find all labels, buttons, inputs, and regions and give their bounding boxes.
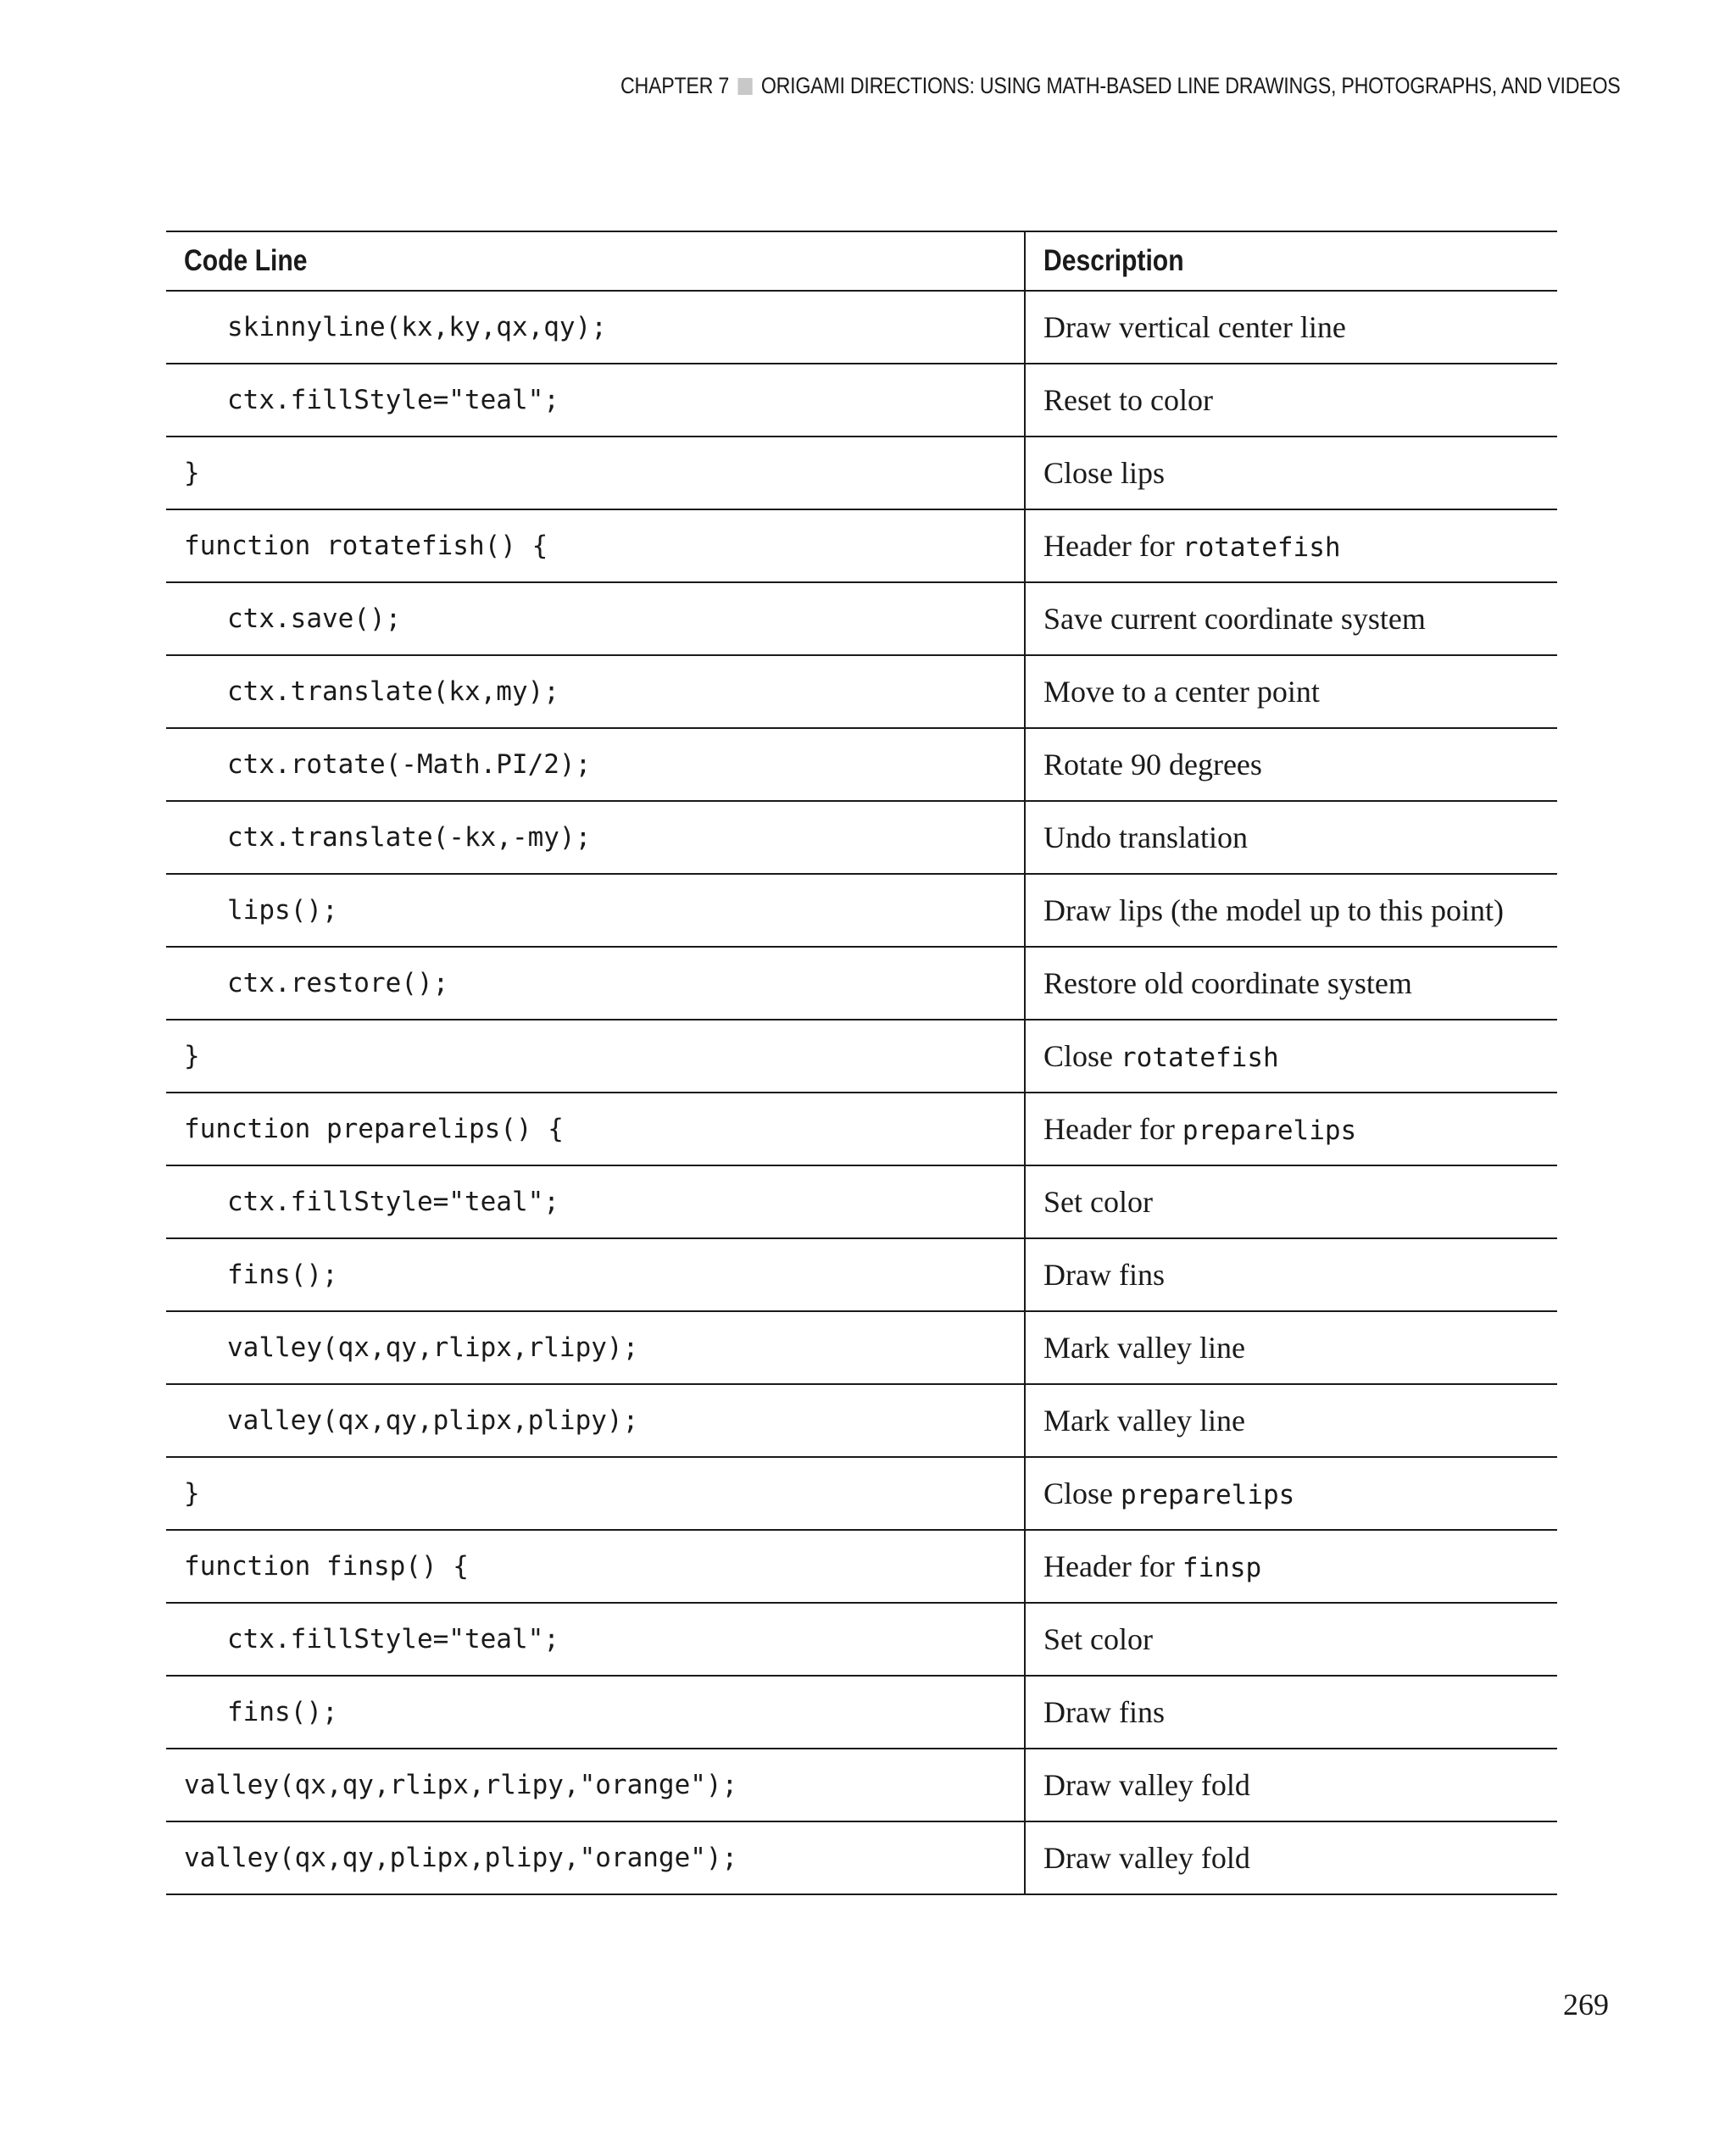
code-line-cell xyxy=(166,655,1025,728)
description-text: Move to a center point xyxy=(1043,675,1320,709)
description-cell xyxy=(1025,801,1557,874)
code-line-text: } xyxy=(184,1478,200,1509)
code-line-cell xyxy=(166,1821,1025,1894)
description-cell xyxy=(1025,1311,1557,1384)
description-text: Restore old coordinate system xyxy=(1043,966,1412,1000)
description-cell xyxy=(1025,1676,1557,1749)
description-cell xyxy=(1025,1821,1557,1894)
description-text: Save current coordinate system xyxy=(1043,602,1426,636)
description-cell xyxy=(1025,364,1557,437)
description-code-identifier: rotatefish xyxy=(1121,1043,1279,1073)
description-cell xyxy=(1025,1530,1557,1603)
code-line-text: valley(qx,qy,plipx,plipy,"orange"); xyxy=(184,1843,738,1873)
code-line-text: valley(qx,qy,rlipx,rlipy); xyxy=(227,1332,639,1363)
description-cell xyxy=(1025,582,1557,655)
code-line-cell xyxy=(166,1749,1025,1821)
description-cell xyxy=(1025,437,1557,509)
code-line-cell xyxy=(166,1530,1025,1603)
table-row xyxy=(166,1676,1557,1749)
code-line-cell xyxy=(166,1165,1025,1238)
description-text: Draw fins xyxy=(1043,1258,1165,1292)
table-row xyxy=(166,437,1557,509)
code-line-cell xyxy=(166,1384,1025,1457)
description-text: Close lips xyxy=(1043,456,1166,490)
code-line-cell xyxy=(166,291,1025,364)
code-line-cell xyxy=(166,1311,1025,1384)
description-text: Draw valley fold xyxy=(1043,1841,1250,1875)
code-line-cell xyxy=(166,728,1025,801)
code-line-text: function finsp() { xyxy=(184,1551,469,1582)
description-text: Mark valley line xyxy=(1043,1331,1245,1365)
code-line-text: skinnyline(kx,ky,qx,qy); xyxy=(227,312,607,342)
page-number: 269 xyxy=(1563,1988,1609,2021)
description-text: Reset to color xyxy=(1043,383,1213,417)
table-body xyxy=(166,291,1557,1894)
description-code-identifier: preparelips xyxy=(1182,1115,1357,1146)
chapter-title: ORIGAMI DIRECTIONS: USING MATH-BASED LINE DRAWINGS, PHOTOGRAPHS, AND VIDEOS xyxy=(761,73,1621,98)
description-cell xyxy=(1025,1165,1557,1238)
description-text: Set color xyxy=(1043,1622,1153,1656)
table-row xyxy=(166,1020,1557,1093)
code-line-text: ctx.fillStyle="teal"; xyxy=(227,385,559,415)
table-row xyxy=(166,801,1557,874)
table-row xyxy=(166,1093,1557,1165)
description-text: Undo translation xyxy=(1043,820,1248,854)
code-line-cell xyxy=(166,1676,1025,1749)
table-row xyxy=(166,1384,1557,1457)
description-cell xyxy=(1025,1020,1557,1093)
code-line-text: valley(qx,qy,plipx,plipy); xyxy=(227,1405,639,1436)
description-cell xyxy=(1025,1749,1557,1821)
code-line-text: ctx.fillStyle="teal"; xyxy=(227,1624,559,1654)
description-text: Mark valley line xyxy=(1043,1404,1245,1438)
code-line-text: } xyxy=(184,1041,200,1071)
table-header-row xyxy=(166,231,1557,291)
code-line-text: function rotatefish() { xyxy=(184,531,548,561)
description-cell xyxy=(1025,947,1557,1020)
description-cell xyxy=(1025,1238,1557,1311)
description-text: Draw lips (the model up to this point) xyxy=(1043,893,1504,927)
description-cell xyxy=(1025,1457,1557,1530)
table-row xyxy=(166,1821,1557,1894)
running-header xyxy=(620,73,1621,99)
description-text: Set color xyxy=(1043,1185,1153,1219)
code-line-header: Code Line xyxy=(166,231,1025,291)
code-line-cell xyxy=(166,364,1025,437)
description-code-identifier: finsp xyxy=(1182,1553,1262,1583)
description-text: Header for xyxy=(1043,1549,1182,1583)
code-line-text: fins(); xyxy=(227,1697,338,1727)
description-header: Description xyxy=(1025,231,1557,291)
code-line-cell xyxy=(166,1093,1025,1165)
table-row xyxy=(166,728,1557,801)
table-row xyxy=(166,1238,1557,1311)
description-text: Rotate 90 degrees xyxy=(1043,748,1262,781)
table-row xyxy=(166,291,1557,364)
description-cell xyxy=(1025,874,1557,947)
code-line-cell xyxy=(166,509,1025,582)
code-line-text: ctx.translate(-kx,-my); xyxy=(227,822,592,853)
table-row xyxy=(166,1311,1557,1384)
code-line-text: valley(qx,qy,rlipx,rlipy,"orange"); xyxy=(184,1770,738,1800)
description-text: Header for xyxy=(1043,1112,1182,1146)
code-line-text: fins(); xyxy=(227,1260,338,1290)
table-row xyxy=(166,1165,1557,1238)
description-cell xyxy=(1025,728,1557,801)
description-code-identifier: preparelips xyxy=(1121,1480,1295,1510)
code-line-cell xyxy=(166,1238,1025,1311)
description-code-identifier: rotatefish xyxy=(1182,532,1341,563)
table-row xyxy=(166,947,1557,1020)
table-row xyxy=(166,1457,1557,1530)
table-row xyxy=(166,1530,1557,1603)
chapter-label: CHAPTER 7 xyxy=(620,73,730,98)
description-cell xyxy=(1025,291,1557,364)
description-text: Draw fins xyxy=(1043,1695,1165,1729)
code-line-text: lips(); xyxy=(227,895,338,926)
table-row xyxy=(166,655,1557,728)
description-cell xyxy=(1025,1093,1557,1165)
table-row xyxy=(166,1603,1557,1676)
table-row xyxy=(166,1749,1557,1821)
description-text: Header for xyxy=(1043,529,1182,563)
description-cell xyxy=(1025,1603,1557,1676)
code-line-text: ctx.rotate(-Math.PI/2); xyxy=(227,749,592,780)
code-line-text: ctx.translate(kx,my); xyxy=(227,676,559,707)
table-row xyxy=(166,509,1557,582)
description-text: Draw vertical center line xyxy=(1043,310,1346,344)
code-line-text: function preparelips() { xyxy=(184,1114,564,1144)
code-line-text: ctx.restore(); xyxy=(227,968,449,998)
code-line-text: ctx.fillStyle="teal"; xyxy=(227,1187,559,1217)
code-description-table xyxy=(166,231,1557,1895)
table-row xyxy=(166,582,1557,655)
description-cell xyxy=(1025,1384,1557,1457)
code-line-cell xyxy=(166,437,1025,509)
table-row xyxy=(166,874,1557,947)
code-line-cell xyxy=(166,1603,1025,1676)
code-line-cell xyxy=(166,1457,1025,1530)
code-line-cell xyxy=(166,582,1025,655)
description-cell xyxy=(1025,655,1557,728)
description-text: Close xyxy=(1043,1039,1121,1073)
code-line-cell xyxy=(166,1020,1025,1093)
description-cell xyxy=(1025,509,1557,582)
description-text: Draw valley fold xyxy=(1043,1768,1250,1802)
code-line-cell xyxy=(166,801,1025,874)
separator-square-icon xyxy=(738,78,753,95)
code-line-text: ctx.save(); xyxy=(227,603,402,634)
table-row xyxy=(166,364,1557,437)
code-line-text: } xyxy=(184,458,200,488)
description-text: Close xyxy=(1043,1476,1121,1510)
code-line-cell xyxy=(166,947,1025,1020)
code-line-cell xyxy=(166,874,1025,947)
